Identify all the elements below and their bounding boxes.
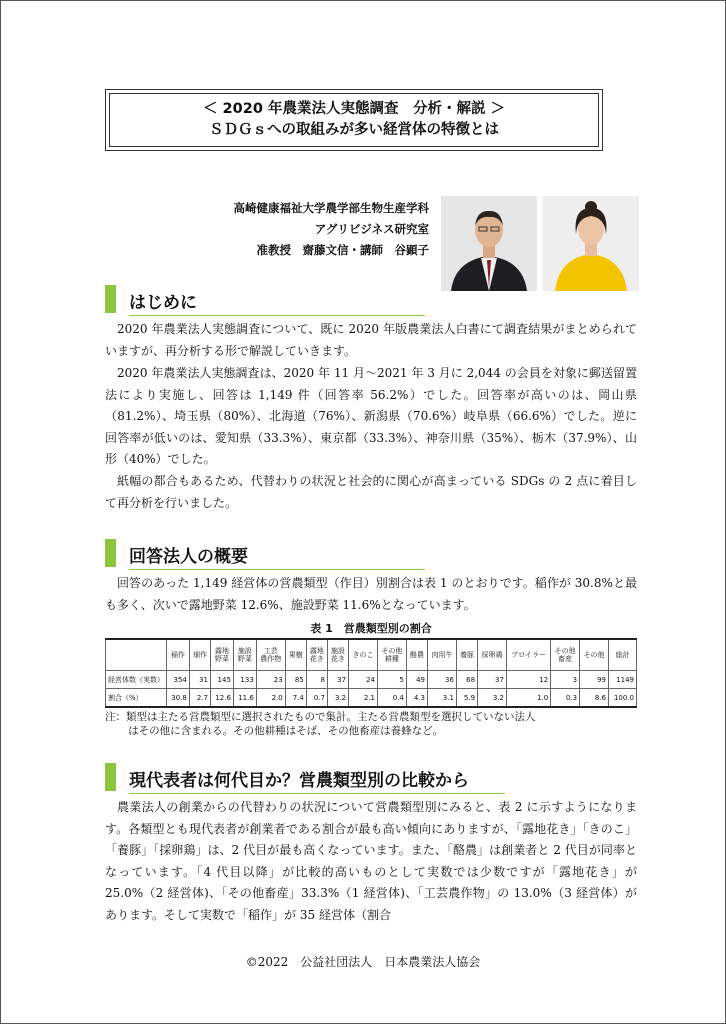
- table-cell: 354: [167, 671, 190, 689]
- table-cell: 11.6: [233, 689, 256, 708]
- table-header-cell: その他 耕種: [377, 639, 406, 671]
- table-row: [106, 689, 637, 708]
- table-cell: 68: [456, 671, 477, 689]
- table-cell: 37: [478, 671, 507, 689]
- table-header-cell: 工芸 農作物: [256, 639, 285, 671]
- table-cell: 85: [285, 671, 306, 689]
- table-1-note: [105, 710, 645, 738]
- table-cell: 5: [377, 671, 406, 689]
- overview-paragraph-1: 回答のあった 1,149 経営体の営農類型（作目）別割合は表 1 のとおりです。稲作が 30.8%と最も多く、次いで露地野菜 12.6%、施設野菜 11.6%となっています。: [105, 576, 637, 612]
- table-cell: 2.7: [189, 689, 210, 708]
- heading-underline: [129, 315, 425, 316]
- title-box: [105, 89, 603, 151]
- table-header-cell: 果樹: [285, 639, 306, 671]
- author-photo-saito: [441, 196, 537, 291]
- table-cell: 0.4: [377, 689, 406, 708]
- table-cell: 24: [349, 671, 378, 689]
- author-affiliation-2: アグリビジネス研究室: [314, 222, 429, 236]
- table-cell: 23: [256, 671, 285, 689]
- intro-paragraph-1: 2020 年農業法人実態調査について、既に 2020 年版農業法人白書にて調査結果がまとめられていますが、再分析する形で解説していきます。: [105, 322, 637, 358]
- table-cell: 8.6: [580, 689, 609, 708]
- table-header-cell: その他 畜産: [551, 639, 580, 671]
- table-header-cell: 酪農: [406, 639, 427, 671]
- table-cell: 3.1: [428, 689, 457, 708]
- title-line-1: ＜ 2020 年農業法人実態調査 分析・解説 ＞: [203, 101, 505, 117]
- heading-underline: [129, 793, 505, 794]
- table-cell: 99: [580, 671, 609, 689]
- table-cell: 4.3: [406, 689, 427, 708]
- table-note-line-1: 注：類型は主たる営農類型に選択されたもので集計。主たる営農類型を選択していない法人: [105, 711, 536, 723]
- table-cell: 8: [306, 671, 327, 689]
- heading-underline: [129, 569, 425, 570]
- section-heading-intro: [105, 285, 425, 313]
- heading-text: はじめに: [129, 293, 197, 313]
- heading-bar: [105, 763, 116, 791]
- author-affiliation-1: 高崎健康福祉大学農学部生物生産学科: [233, 201, 429, 215]
- table-cell: 3: [551, 671, 580, 689]
- table-cell: 133: [233, 671, 256, 689]
- table-cell: 3.2: [327, 689, 348, 708]
- table-row-label: 割合（%）: [106, 689, 167, 708]
- table-cell: 12.6: [211, 689, 234, 708]
- table-corner-cell: [106, 639, 167, 671]
- table-header-cell: 露地 花き: [306, 639, 327, 671]
- title-line-2: ＳＤＧｓへの取組みが多い経営体の特徴とは: [209, 122, 499, 138]
- table-header-cell: きのこ: [349, 639, 378, 671]
- table-cell: 3.2: [478, 689, 507, 708]
- footer-copyright: ©2022 公益社団法人 日本農業法人協会: [245, 955, 481, 969]
- table-cell: 49: [406, 671, 427, 689]
- table-cell: 1149: [609, 671, 637, 689]
- table-header-cell: 肉用牛: [428, 639, 457, 671]
- table-header-cell: 施設 野菜: [233, 639, 256, 671]
- table-cell: 30.8: [167, 689, 190, 708]
- table-header-cell: 総計: [609, 639, 637, 671]
- table-cell: 100.0: [609, 689, 637, 708]
- heading-text: 現代表者は何代目か？営農類型別の比較から: [129, 771, 469, 791]
- table-cell: 2.1: [349, 689, 378, 708]
- table-row: [106, 671, 637, 689]
- table-cell: 0.3: [551, 689, 580, 708]
- table-cell: 1.0: [506, 689, 550, 708]
- table-1: [105, 638, 637, 708]
- table-header-cell: 稲作: [167, 639, 190, 671]
- section-heading-generation: [105, 763, 505, 791]
- table-header-cell: 施設 花き: [327, 639, 348, 671]
- table-cell: 145: [211, 671, 234, 689]
- table-cell: 2.0: [256, 689, 285, 708]
- table-row-label: 経営体数（実数）: [106, 671, 167, 689]
- table-header-cell: ブロイラー: [506, 639, 550, 671]
- table-header-cell: 採卵鶏: [478, 639, 507, 671]
- table-cell: 36: [428, 671, 457, 689]
- generation-paragraph-1: 農業法人の創業からの代替わりの状況について営農類型別にみると、表 2 に示すようになります。各類型とも現代表者が創業者である割合が最も高い傾向にありますが、「露地花き」「きのこ」「養豚」「採卵鶏」は、2 代目が最も高くなっています。また、「酪農」は創業者と 2 代目が同率となっています。「4 代目以降」が比較的高いものとして実数では少数ですが「露地花き」が 25.0%（2 経営体)、「その他畜産」33.3%（1 経営体)、「工芸農作物」の 13.0%（3 経営体）があります。そして実数で「稲作」が 35 経営体（割合: [105, 800, 637, 922]
- heading-bar: [105, 539, 116, 567]
- table-cell: 0.7: [306, 689, 327, 708]
- table-1-title: 表 1 営農類型別の割合: [310, 622, 432, 635]
- table-header-cell: その他: [580, 639, 609, 671]
- intro-paragraph-3: 紙幅の都合もあるため、代替わりの状況と社会的に関心が高まっている SDGs の 2 点に着目して再分析を行いました。: [105, 474, 637, 510]
- table-cell: 7.4: [285, 689, 306, 708]
- table-cell: 37: [327, 671, 348, 689]
- section-heading-overview: [105, 539, 425, 567]
- table-header-cell: 露地 野菜: [211, 639, 234, 671]
- table-cell: 5.9: [456, 689, 477, 708]
- author-names: 准教授 齋藤文信・講師 谷顕子: [256, 243, 429, 257]
- table-cell: 31: [189, 671, 210, 689]
- table-header-row: [106, 639, 637, 671]
- heading-bar: [105, 285, 116, 313]
- intro-paragraph-2: 2020 年農業法人実態調査は、2020 年 11 月～2021 年 3 月に 2,044 の会員を対象に郵送留置法により実施し、回答は 1,149 件（回答率 56.2%）でした。回答率が高いのは、岡山県（81.2%）、埼玉県（80%）、北海道（76%）、新潟県（70.6%）岐阜県（66.6%）でした。逆に回答率が低いのは、愛知県（33.3%）、東京都（33.3%）、神奈川県（35%）、栃木（37.9%）、山形（40%）でした。: [105, 366, 637, 466]
- table-header-cell: 畑作: [189, 639, 210, 671]
- table-cell: 12: [506, 671, 550, 689]
- heading-text: 回答法人の概要: [129, 547, 248, 567]
- table-note-line-2: はその他に含まれる。その他耕種はそば、その他畜産は養蜂など。: [128, 725, 444, 737]
- table-header-cell: 養豚: [456, 639, 477, 671]
- author-photo-tani: [543, 196, 639, 291]
